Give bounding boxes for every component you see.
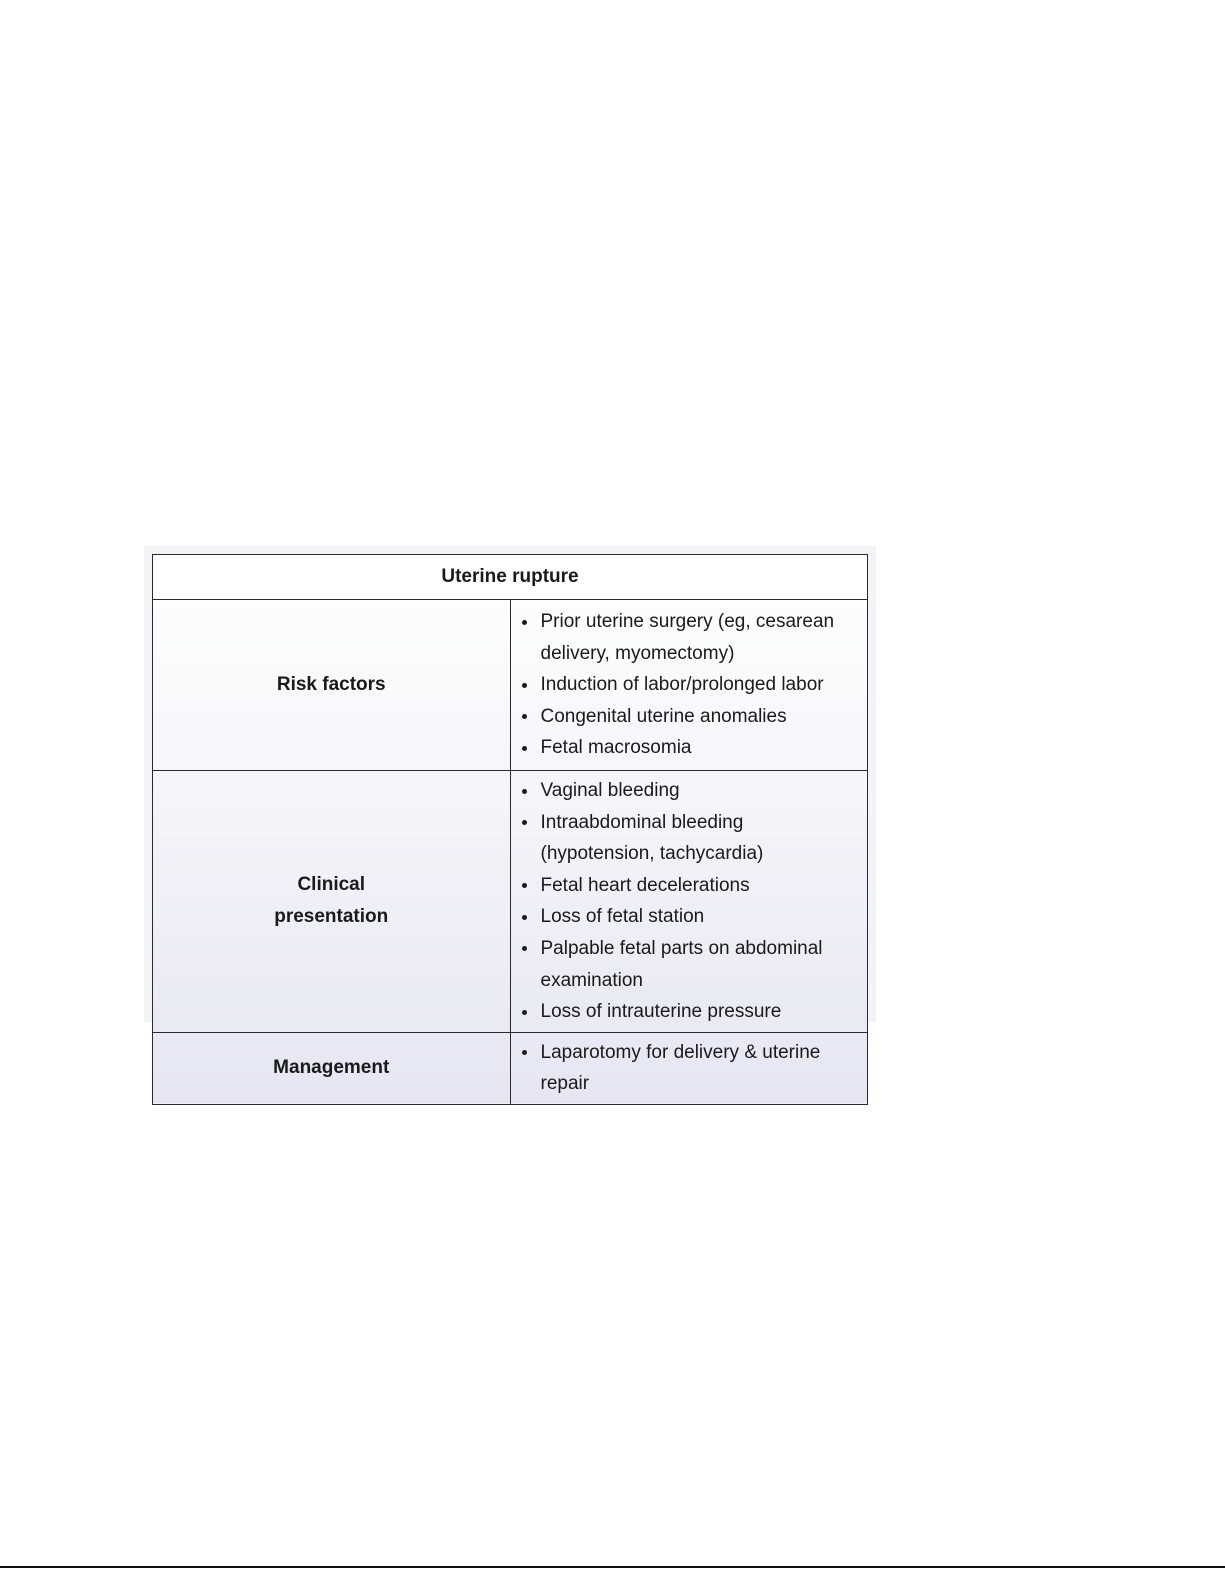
list-item: Congenital uterine anomalies [541, 701, 858, 733]
list-item: Loss of fetal station [541, 901, 858, 933]
management-list [511, 1033, 868, 1104]
table-title-row [153, 555, 868, 600]
uterine-rupture-figure [144, 546, 876, 1095]
list-item: Fetal heart decelerations [541, 870, 858, 902]
clinical-presentation-list [511, 771, 868, 1032]
list-item: Palpable fetal parts on abdominal examination [541, 933, 858, 996]
management-cell [510, 1032, 868, 1104]
table-row-management [153, 1032, 868, 1104]
table-title: Uterine rupture [153, 555, 868, 600]
table-row-clinical-presentation [153, 771, 868, 1033]
page-bottom-rule [0, 1566, 1225, 1568]
clinical-presentation-cell [510, 771, 868, 1033]
list-item: Prior uterine surgery (eg, cesarean delivery, myomectomy) [541, 606, 858, 669]
row-label-line: Clinical [297, 874, 366, 896]
list-item: Vaginal bleeding [541, 775, 858, 807]
list-item: Loss of intrauterine pressure [541, 996, 858, 1028]
row-label-management: Management [153, 1032, 511, 1104]
row-label-clinical-presentation [153, 771, 511, 1033]
row-label-line: presentation [274, 906, 389, 928]
list-item: Induction of labor/prolonged labor [541, 669, 858, 701]
table-row-risk-factors [153, 600, 868, 771]
risk-factors-cell [510, 600, 868, 771]
risk-factors-list [511, 602, 868, 768]
list-item: Laparotomy for delivery & uterine repair [541, 1037, 858, 1100]
list-item: Fetal macrosomia [541, 732, 858, 764]
row-label-risk-factors: Risk factors [153, 600, 511, 771]
uterine-rupture-table [152, 554, 868, 1105]
list-item: Intraabdominal bleeding (hypotension, tachycardia) [541, 807, 858, 870]
